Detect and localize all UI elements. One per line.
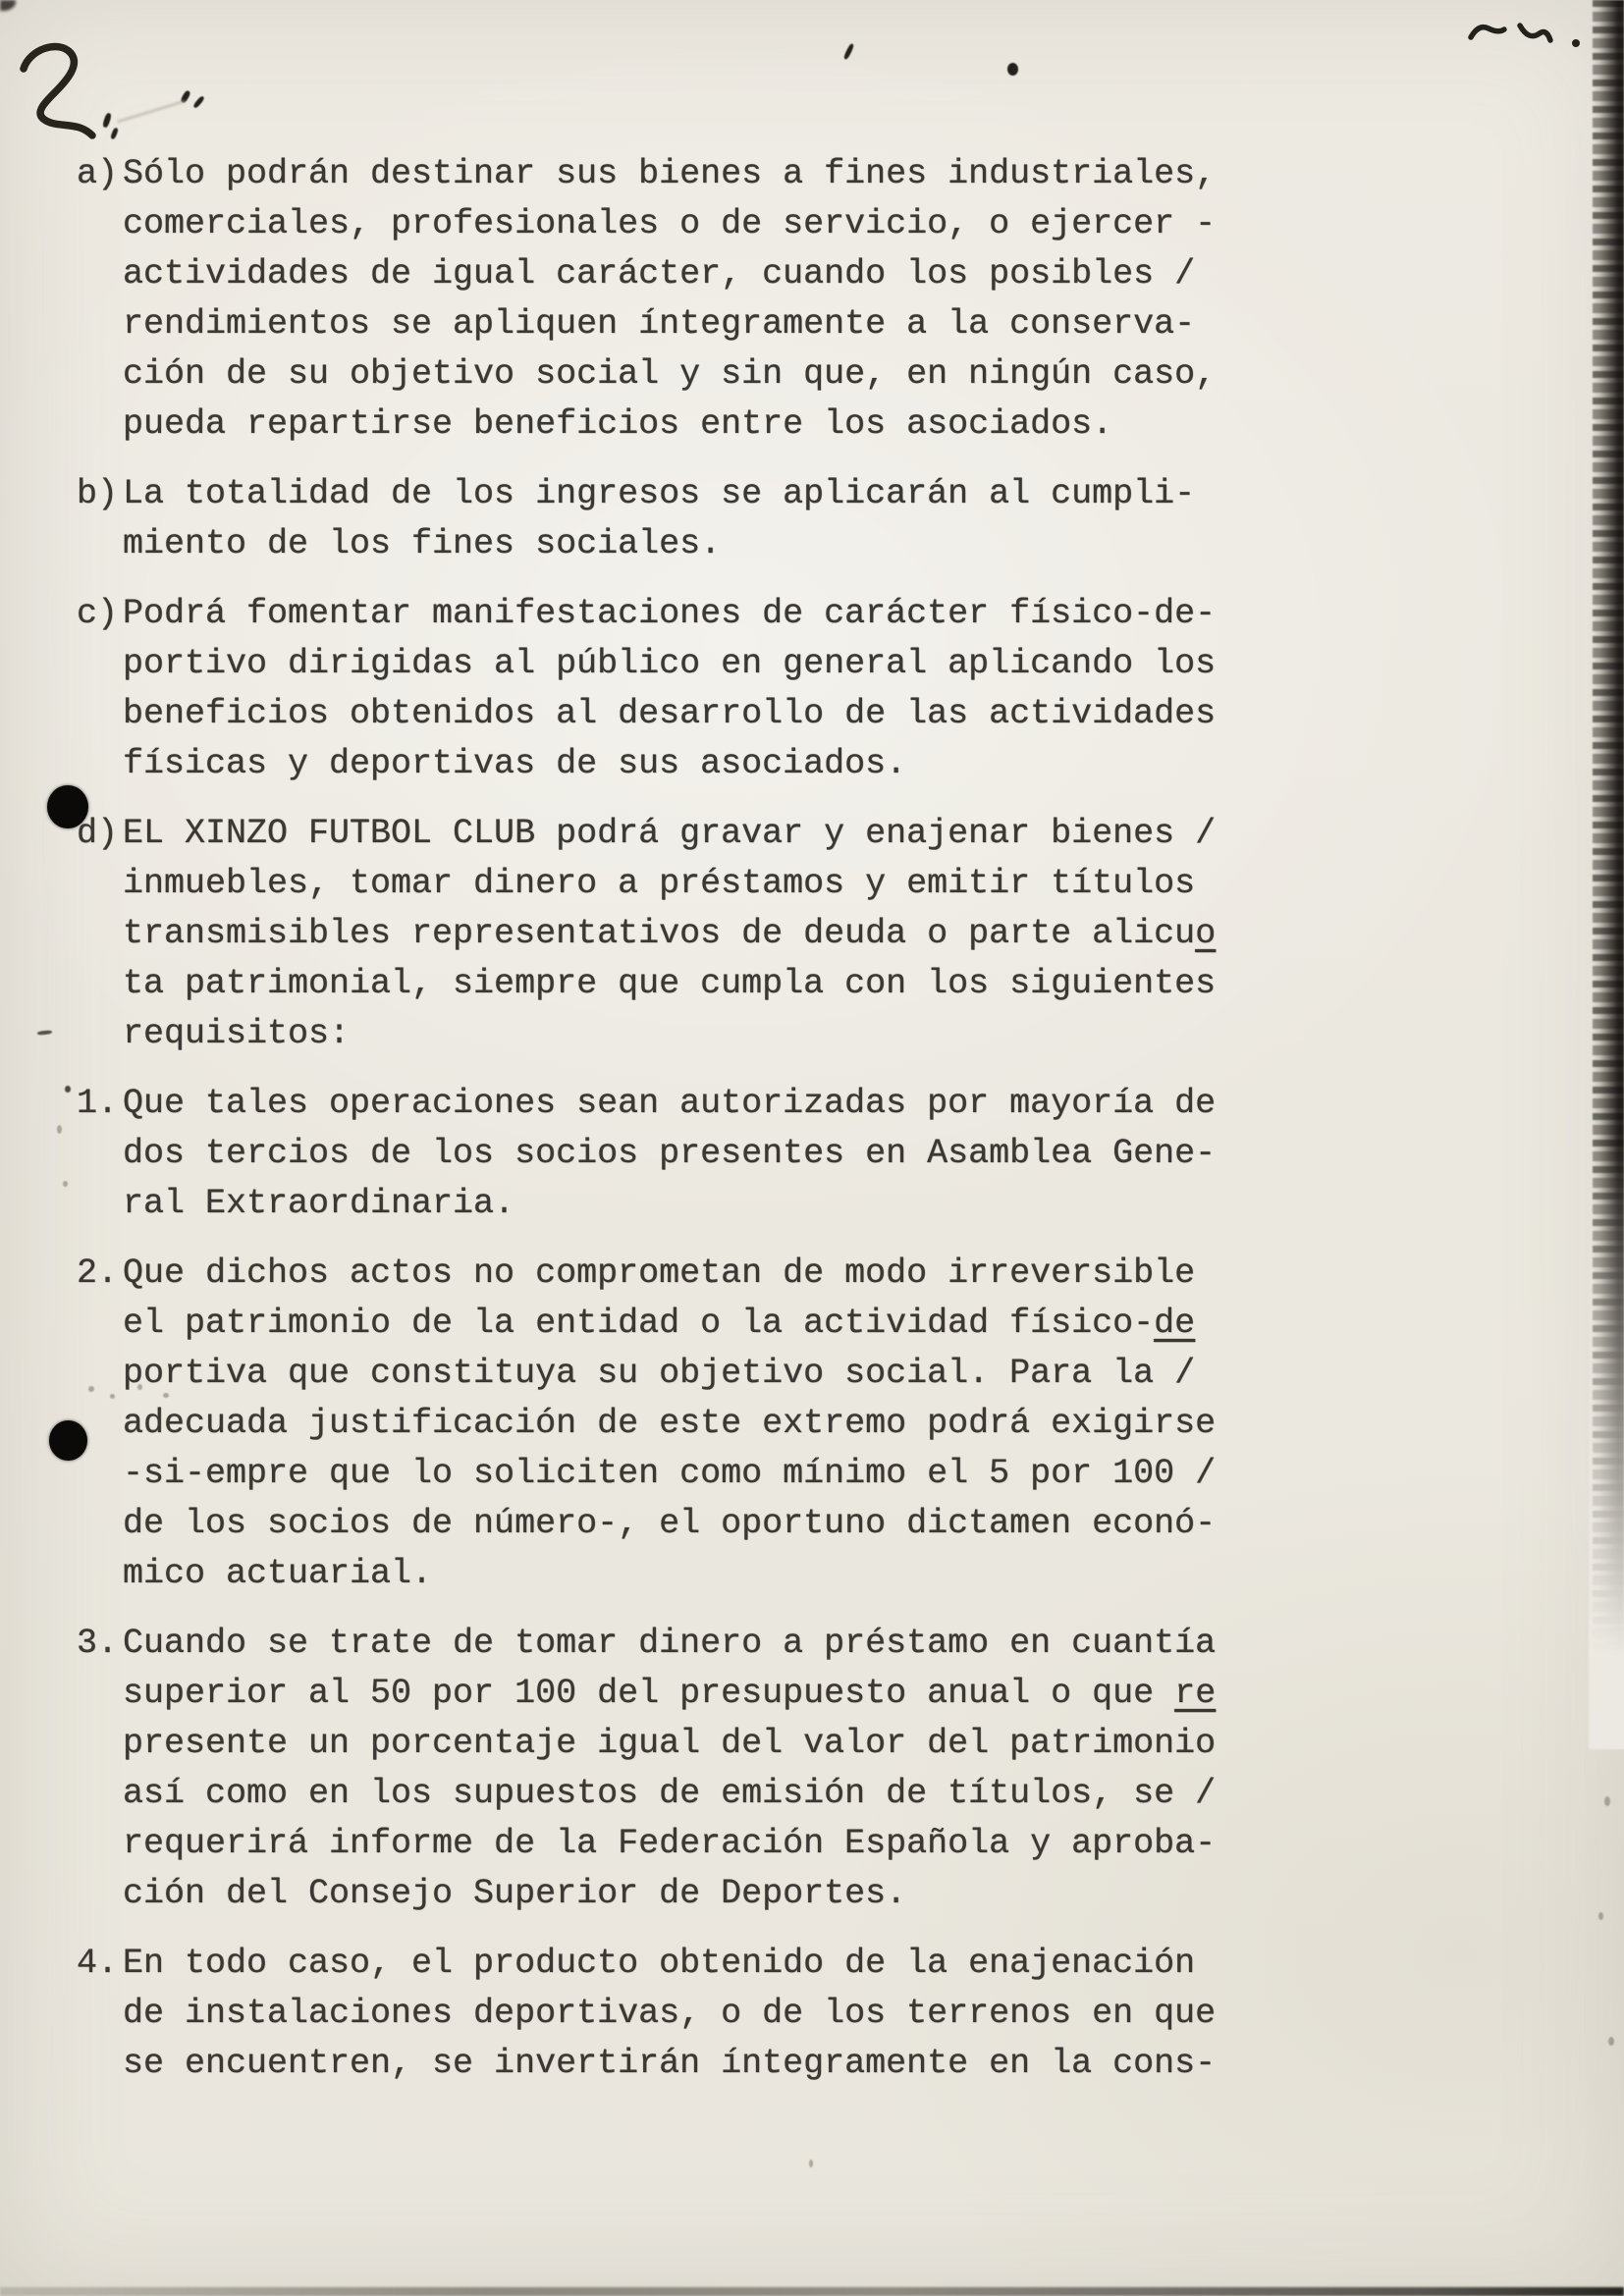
- bottom-edge-shadow: [0, 2287, 1624, 2296]
- clause-body: [123, 1939, 1216, 2089]
- clauses: [77, 149, 1216, 2089]
- clause-line: Que dichos actos no comprometan de modo irreversible: [123, 1254, 1196, 1293]
- clause-label: 2.: [77, 1254, 119, 1293]
- clause-body: [123, 1249, 1216, 1599]
- pencil-smudge: [117, 100, 186, 124]
- clause-line: comerciales, profesionales o de servicio, o ejercer -: [123, 204, 1217, 243]
- clause-line: mico actuarial.: [123, 1554, 433, 1593]
- clause-line: EL XINZO FUTBOL CLUB podrá gravar y enajenar bienes /: [123, 814, 1217, 853]
- underlined-syllable: o: [1195, 914, 1217, 953]
- margin-dash: [37, 1030, 52, 1036]
- clause-line: el patrimonio de la entidad o la actividad físico-de: [123, 1304, 1196, 1343]
- clause-line: En todo caso, el producto obtenido de la enajenación: [123, 1944, 1196, 1983]
- underlined-syllable: de: [1154, 1304, 1196, 1343]
- edge-speck: [1604, 1796, 1610, 1806]
- clause-line: se encuentren, se invertirán íntegramente en la cons-: [123, 2044, 1217, 2083]
- clause-line: dos tercios de los socios presentes en Asamblea Gene-: [123, 1134, 1217, 1173]
- clause: [77, 1079, 1216, 1229]
- clause-line: superior al 50 por 100 del presupuesto anual o que re: [123, 1674, 1217, 1713]
- clause-line: ta patrimonial, siempre que cumpla con los siguientes: [123, 964, 1217, 1003]
- clause: [77, 1619, 1216, 1919]
- clause-line: -si-empre que lo soliciten como mínimo el 5 por 100 /: [123, 1454, 1217, 1493]
- clause-line: Que tales operaciones sean autorizadas por mayoría de: [123, 1084, 1217, 1123]
- clause-body: [123, 469, 1195, 569]
- clause-line: Cuando se trate de tomar dinero a préstamo en cuantía: [123, 1624, 1217, 1663]
- clause-line: de instalaciones deportivas, o de los terrenos en que: [123, 1994, 1217, 2033]
- binding-fade: [1589, 1141, 1624, 1749]
- handwritten-two-glyph: [14, 35, 104, 145]
- clause: [77, 149, 1216, 450]
- clause-label: 4.: [77, 1944, 119, 1983]
- ink-mark: [110, 128, 119, 140]
- clause-line: miento de los fines sociales.: [123, 524, 722, 563]
- clause-body: [123, 589, 1216, 789]
- clause-line: portiva que constituya su objetivo social. Para la /: [123, 1354, 1196, 1393]
- clause-label: d): [77, 814, 119, 853]
- ink-scribble: [1465, 8, 1588, 55]
- clause-line: requerirá informe de la Federación Española y aproba-: [123, 1824, 1217, 1863]
- page-speck: [809, 2160, 813, 2167]
- clause-line: rendimientos se apliquen íntegramente a la conserva-: [123, 304, 1196, 344]
- ink-mark: [1007, 63, 1018, 76]
- clause-line: Sólo podrán destinar sus bienes a fines industriales,: [123, 154, 1217, 193]
- clause-label: a): [77, 154, 119, 193]
- typewritten-text: [77, 149, 1216, 2109]
- clause-body: [123, 1079, 1216, 1229]
- clause-line: presente un porcentaje igual del valor del patrimonio: [123, 1724, 1217, 1763]
- underlined-syllable: re: [1174, 1674, 1217, 1713]
- edge-speck: [1598, 1912, 1603, 1920]
- clause: [77, 589, 1216, 789]
- clause-body: [123, 809, 1216, 1059]
- clause-line: beneficios obtenidos al desarrollo de las actividades: [123, 694, 1217, 733]
- edge-speck: [1608, 2037, 1614, 2046]
- clause-label: 1.: [77, 1084, 119, 1123]
- clause-line: físicas y deportivas de sus asociados.: [123, 744, 907, 783]
- clause-line: inmuebles, tomar dinero a préstamos y emitir títulos: [123, 864, 1196, 903]
- handwritten-page-number: [14, 35, 104, 145]
- clause-line: así como en los supuestos de emisión de títulos, se /: [123, 1774, 1217, 1813]
- clause-line: Podrá fomentar manifestaciones de carácter físico-de-: [123, 594, 1217, 633]
- clause-label: c): [77, 594, 119, 633]
- clause-line: ción de su objetivo social y sin que, en ningún caso,: [123, 354, 1217, 394]
- clause: [77, 1939, 1216, 2089]
- clause-line: portivo dirigidas al público en general aplicando los: [123, 644, 1217, 683]
- clause: [77, 469, 1216, 569]
- binding-shadow: [1593, 0, 1624, 1747]
- clause: [77, 1249, 1216, 1599]
- clause-line: transmisibles representativos de deuda o parte alicuo: [123, 914, 1217, 953]
- clause-line: ral Extraordinaria.: [123, 1184, 515, 1223]
- clause-body: [123, 1619, 1216, 1919]
- clause-line: de los socios de número-, el oportuno dictamen econó-: [123, 1504, 1217, 1543]
- clause-line: requisitos:: [123, 1014, 351, 1053]
- margin-dot: [65, 1086, 71, 1093]
- clause-line: La totalidad de los ingresos se aplicarán al cumpli-: [123, 474, 1196, 513]
- clause-line: pueda repartirse beneficios entre los asociados.: [123, 404, 1113, 444]
- corner-smudge: [0, 0, 16, 11]
- margin-speck: [63, 1181, 68, 1187]
- clause-line: adecuada justificación de este extremo podrá exigirse: [123, 1404, 1217, 1443]
- margin-speck: [57, 1125, 62, 1134]
- ink-mark: [192, 95, 205, 109]
- clause-line: actividades de igual carácter, cuando los posibles /: [123, 254, 1196, 294]
- ink-mark: [843, 43, 855, 60]
- clause-label: b): [77, 474, 119, 513]
- clause-body: [123, 149, 1216, 450]
- clause-label: 3.: [77, 1624, 119, 1663]
- clause-line: ción del Consejo Superior de Deportes.: [123, 1874, 907, 1913]
- clause: [77, 809, 1216, 1059]
